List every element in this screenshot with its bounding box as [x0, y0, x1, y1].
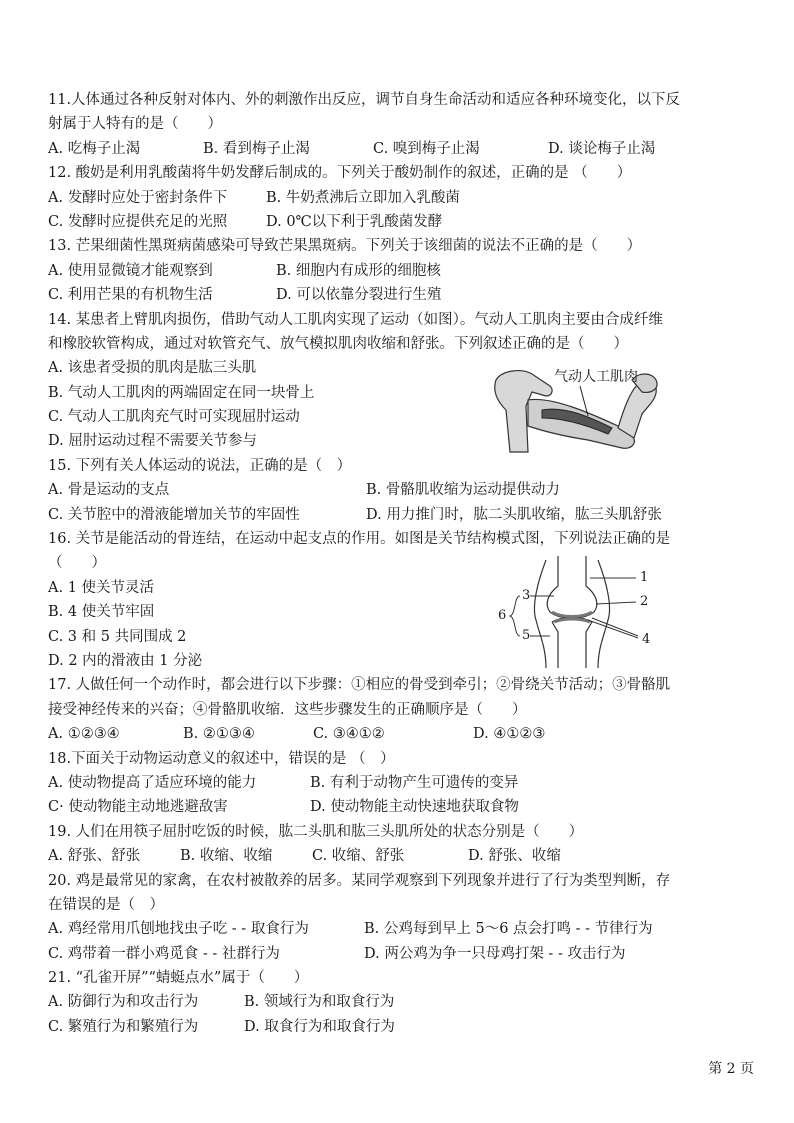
q12-options-cd	[48, 210, 758, 234]
q13-options-cd	[48, 283, 758, 307]
q20-options-cd	[48, 942, 758, 966]
option-d: D. 可以依靠分裂进行生殖	[276, 287, 442, 304]
option-a: A. 舒张、舒张	[48, 848, 141, 865]
q14-stem-line1: 14. 某患者上臂肌肉损伤，借助气动人工肌肉实现了运动（如图）。气动人工肌肉主要由合成纤维	[48, 311, 663, 328]
q20-options-ab	[48, 917, 758, 941]
option-c: C. 鸡带着一群小鸡觅食 - - 社群行为	[48, 945, 280, 962]
label-4: 4	[642, 632, 651, 647]
option-a: A. 发酵时应处于密封条件下	[48, 189, 228, 206]
q21-stem: 21. “孔雀开屏”“蜻蜓点水”属于（ ）	[48, 970, 309, 987]
option-a: A. 鸡经常用爪刨地找虫子吃 - - 取食行为	[48, 921, 309, 938]
q17-stem-line2: 接受神经传来的兴奋；④骨骼肌收缩．这些步骤发生的正确顺序是（ ）	[48, 701, 527, 718]
q16-stem-line1: 16. 关节是能活动的骨连结，在运动中起支点的作用。如图是关节结构模式图，下列说法正确的是	[48, 531, 671, 548]
option-a: A. 吃梅子止渴	[48, 140, 141, 157]
option-d: D. 用力推门时，肱二头肌收缩，肱三头肌舒张	[366, 506, 662, 523]
option-b: B. 收缩、收缩	[180, 848, 273, 865]
option-a: A. ①②③④	[48, 726, 120, 743]
option-b: B. 骨骼肌收缩为运动提供动力	[366, 482, 560, 499]
option-d: D. 取食行为和取食行为	[244, 1018, 395, 1035]
q17-options	[48, 722, 758, 746]
option-a: A. 使用显微镜才能观察到	[48, 262, 213, 279]
q18-options-ab	[48, 771, 758, 795]
option-c: C. 利用芒果的有机物生活	[48, 287, 213, 304]
label-5: 5	[522, 628, 531, 643]
option-b: B. 公鸡每到早上 5～6 点会打鸣 - - 节律行为	[364, 921, 653, 938]
option-d: D. 0℃以下利于乳酸菌发酵	[266, 213, 443, 230]
option-d: D. 谈论梅子止渴	[548, 140, 656, 157]
q16-option-d: D. 2 内的滑液由 1 分泌	[48, 652, 203, 669]
artificial-muscle-arm-figure	[492, 366, 662, 454]
option-b: B. 看到梅子止渴	[203, 140, 310, 157]
q11-options	[48, 137, 758, 161]
option-c: C. 发酵时应提供充足的光照	[48, 213, 228, 230]
q15-options-cd	[48, 503, 758, 527]
option-d: D. ④①②③	[473, 726, 546, 743]
q17-stem-line1: 17. 人做任何一个动作时，都会进行以下步骤：①相应的骨受到牵引；②骨绕关节活动；③骨骼肌	[48, 677, 671, 694]
q16-option-c: C. 3 和 5 共同围成 2	[48, 628, 187, 645]
q16-option-b: B. 4 使关节牢固	[48, 604, 155, 621]
q13-options-ab	[48, 259, 758, 283]
q16-option-a: A. 1 使关节灵活	[48, 579, 155, 596]
q11-stem-line2: 射属于人特有的是（ ）	[48, 116, 222, 133]
joint-structure-figure	[490, 556, 666, 668]
option-d: D. 两公鸡为争一只母鸡打架 - - 攻击行为	[364, 945, 626, 962]
option-b: B. 领域行为和取食行为	[244, 994, 395, 1011]
option-c: C· 使动物能主动地逃避敌害	[48, 799, 228, 816]
q14-option-b: B. 气动人工肌肉的两端固定在同一块骨上	[48, 384, 315, 401]
label-2: 2	[640, 594, 649, 609]
q14-stem-line2: 和橡胶软管构成，通过对软管充气、放气模拟肌肉收缩和舒张。下列叙述正确的是（ ）	[48, 335, 628, 352]
option-b: B. ②①③④	[183, 726, 255, 743]
option-d: D. 舒张、收缩	[468, 848, 561, 865]
option-d: D. 使动物能主动快速地获取食物	[310, 799, 519, 816]
q21-options-cd	[48, 1015, 758, 1039]
option-b: B. 牛奶煮沸后立即加入乳酸菌	[266, 189, 460, 206]
q12-stem: 12. 酸奶是利用乳酸菌将牛奶发酵后制成的。下列关于酸奶制作的叙述，正确的是 （ ）	[48, 165, 632, 182]
q14-option-a: A. 该患者受损的肌肉是肱三头肌	[48, 360, 257, 377]
option-b: B. 细胞内有成形的细胞核	[276, 262, 441, 279]
option-c: C. 嗅到梅子止渴	[373, 140, 480, 157]
q14-option-d: D. 屈肘运动过程不需要关节参与	[48, 433, 257, 450]
q19-options	[48, 844, 758, 868]
q19-stem: 19. 人们在用筷子屈肘吃饭的时候，肱二头肌和肱三头肌所处的状态分别是（ ）	[48, 823, 584, 840]
figure-label: 气动人工肌肉	[554, 369, 638, 385]
q13-stem: 13. 芒果细菌性黑斑病菌感染可导致芒果黑斑病。下列关于该细菌的说法不正确的是（ ）	[48, 238, 642, 255]
q11-stem-line1: 11.人体通过各种反射对体内、外的刺激作出反应，调节自身生命活动和适应各种环境变化，以下反	[48, 92, 681, 108]
option-a: A. 骨是运动的支点	[48, 482, 170, 499]
q12-options-ab	[48, 186, 758, 210]
q16-stem-line2: （ ）	[48, 555, 106, 572]
option-b: B. 有利于动物产生可遗传的变异	[310, 774, 519, 791]
option-c: C. ③④①②	[313, 726, 385, 743]
page-number: 第 2 页	[708, 1061, 754, 1077]
option-c: C. 繁殖行为和繁殖行为	[48, 1018, 199, 1035]
option-a: A. 使动物提高了适应环境的能力	[48, 774, 257, 791]
q20-stem-line1: 20. 鸡是最常见的家禽，在农村被散养的居多。某同学观察到下列现象并进行了行为类型判断，存	[48, 872, 671, 889]
q21-options-ab	[48, 990, 758, 1014]
label-6: 6	[498, 608, 507, 623]
q20-stem-line2: 在错误的是（ ）	[48, 896, 164, 913]
option-a: A. 防御行为和攻击行为	[48, 994, 199, 1011]
q14-option-c: C. 气动人工肌肉充气时可实现屈肘运动	[48, 409, 300, 426]
label-1: 1	[640, 570, 649, 585]
option-c: C. 关节腔中的滑液能增加关节的牢固性	[48, 506, 300, 523]
q15-options-ab	[48, 478, 758, 502]
q15-stem: 15. 下列有关人体运动的说法，正确的是（ ）	[48, 457, 352, 474]
option-c: C. 收缩、舒张	[312, 848, 405, 865]
q18-options-cd	[48, 795, 758, 819]
q18-stem: 18.下面关于动物运动意义的叙述中，错误的是 （ ）	[48, 750, 395, 767]
label-3: 3	[522, 588, 531, 603]
